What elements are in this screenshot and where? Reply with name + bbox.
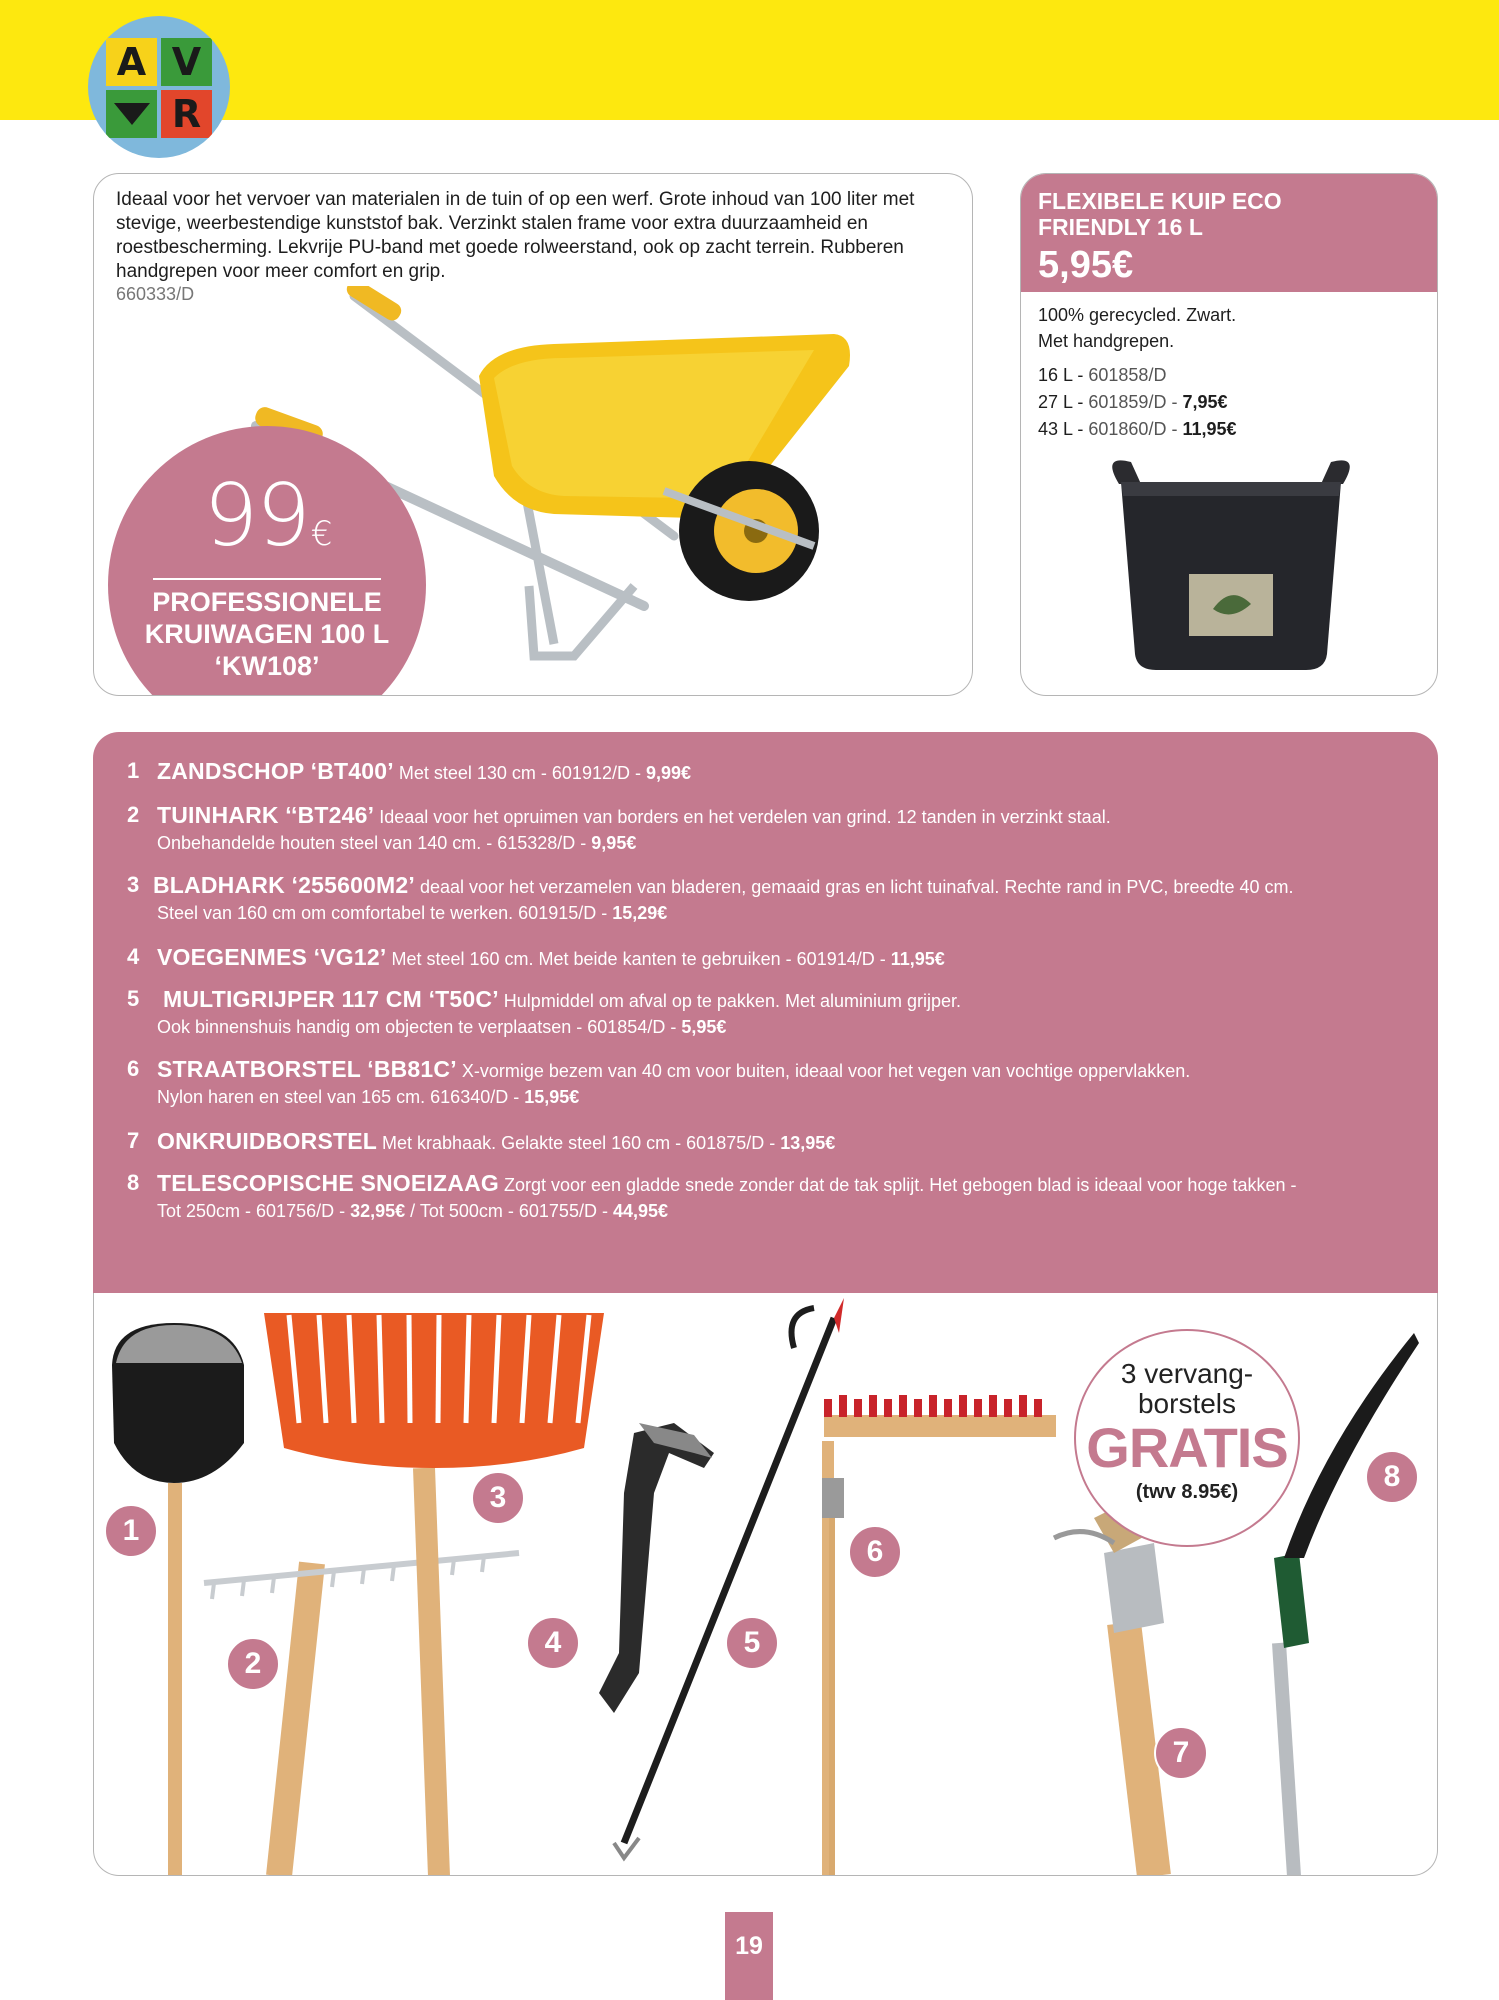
tool-number-badge: 1	[104, 1504, 158, 1558]
tool-number-badge: 3	[471, 1471, 525, 1525]
wheelbarrow-title: PROFESSIONELE KRUIWAGEN 100 L ‘KW108’	[144, 587, 390, 681]
tools-image-area	[93, 1293, 1438, 1876]
kuip-size-row: 43 L - 601860/D - 11,95€	[1038, 419, 1237, 439]
wheelbarrow-price-badge	[108, 426, 426, 696]
wheelbarrow-card[interactable]	[93, 173, 973, 696]
tub-image	[1101, 444, 1361, 684]
list-item[interactable]: 1 ZANDSCHOP ‘BT400’ Met steel 130 cm - 601912/D - 9,99€	[127, 758, 692, 784]
kuip-size-row: 16 L - 601858/D	[1038, 365, 1167, 385]
tool-number-badge: 8	[1365, 1450, 1419, 1504]
list-item[interactable]: 8 TELESCOPISCHE SNOEIZAAG Zorgt voor een gladde snede zonder dat de tak splijt. Het gebogen blad is ideaal voor hoge takken - Tot 250cm - 601756/D - 32,95€ / Tot 500cm - 601755/D - 44,95€	[127, 1170, 1297, 1221]
logo-letter-r: R	[161, 90, 212, 138]
wheelbarrow-description: Ideaal voor het vervoer van materialen in de tuin of op een werf. Grote inhoud van 100 liter met stevige, weerbestendige kunststof bak. Verzinkt stalen frame voor extra duurzaamheid en roestbescherming. Lekvrije PU-band met goede rolweerstand, ook op zacht terrein. Rubberen handgrepen voor meer comfort en grip.	[116, 189, 915, 282]
kuip-card[interactable]	[1020, 173, 1438, 696]
product-list-panel	[93, 732, 1438, 1297]
tool-number-badge: 4	[526, 1616, 580, 1670]
kuip-details: 100% gerecycled. Zwart. Met handgrepen. 16 L - 601858/D 27 L - 601859/D - 7,95€ 43 L - 601860/D - 11,95€	[1038, 302, 1237, 443]
tool-number-badge: 6	[848, 1525, 902, 1579]
tool-number-badge: 5	[725, 1616, 779, 1670]
logo-arrow-icon	[106, 90, 157, 138]
price-divider	[153, 578, 381, 580]
list-item[interactable]: 3 BLADHARK ‘255600M2’ deaal voor het verzamelen van bladeren, gemaaid gras en licht tuinafval. Rechte rand in PVC, breedte 40 cm. Steel van 160 cm om comfortabel te werken. 601915/D - 15,29€	[127, 872, 1294, 923]
kuip-size-row: 27 L - 601859/D - 7,95€	[1038, 392, 1228, 412]
tool-number-badge: 7	[1154, 1726, 1208, 1780]
kuip-price: 5,95€	[1038, 244, 1134, 286]
list-item[interactable]: 2 TUINHARK ‘‘BT246’ Ideaal voor het opruimen van borders en het verdelen van grind. 12 tanden in verzinkt staal. Onbehandelde houten steel van 140 cm. - 615328/D - 9,95€	[127, 802, 1111, 853]
kuip-header	[1021, 174, 1437, 292]
list-item[interactable]: 5 MULTIGRIJPER 117 CM ‘T50C’ Hulpmiddel om afval op te pakken. Met aluminium grijper. Ook binnenshuis handig om objecten te verplaatsen - 601854/D - 5,95€	[127, 986, 962, 1037]
list-item[interactable]: 4 VOEGENMES ‘VG12’ Met steel 160 cm. Met beide kanten te gebruiken - 601914/D - 11,95€	[127, 944, 945, 970]
gratis-value: (twv 8.95€)	[1135, 1481, 1239, 1503]
gratis-badge	[1074, 1329, 1300, 1547]
gratis-text: 3 vervang- borstels	[1120, 1358, 1254, 1419]
tool-number-badge: 2	[226, 1637, 280, 1691]
logo-letter-a: A	[106, 38, 157, 86]
wheelbarrow-price: 99€	[203, 466, 331, 566]
kuip-title: FLEXIBELE KUIP ECO FRIENDLY 16 L	[1038, 188, 1282, 240]
logo-letter-v: V	[161, 38, 212, 86]
list-item[interactable]: 6 STRAATBORSTEL ‘BB81C’ X-vormige bezem van 40 cm voor buiten, ideaal voor het vegen van vochtige oppervlakken. Nylon haren en steel van 165 cm. 616340/D - 15,95€	[127, 1056, 1191, 1107]
wheelbarrow-code: 660333/D	[116, 284, 195, 304]
avr-logo[interactable]	[88, 16, 230, 158]
currency-symbol: €	[310, 514, 331, 554]
page-number: 19	[725, 1912, 773, 2000]
gratis-label: GRATIS	[1086, 1416, 1288, 1479]
list-item[interactable]: 7 ONKRUIDBORSTEL Met krabhaak. Gelakte steel 160 cm - 601875/D - 13,95€	[127, 1128, 836, 1154]
